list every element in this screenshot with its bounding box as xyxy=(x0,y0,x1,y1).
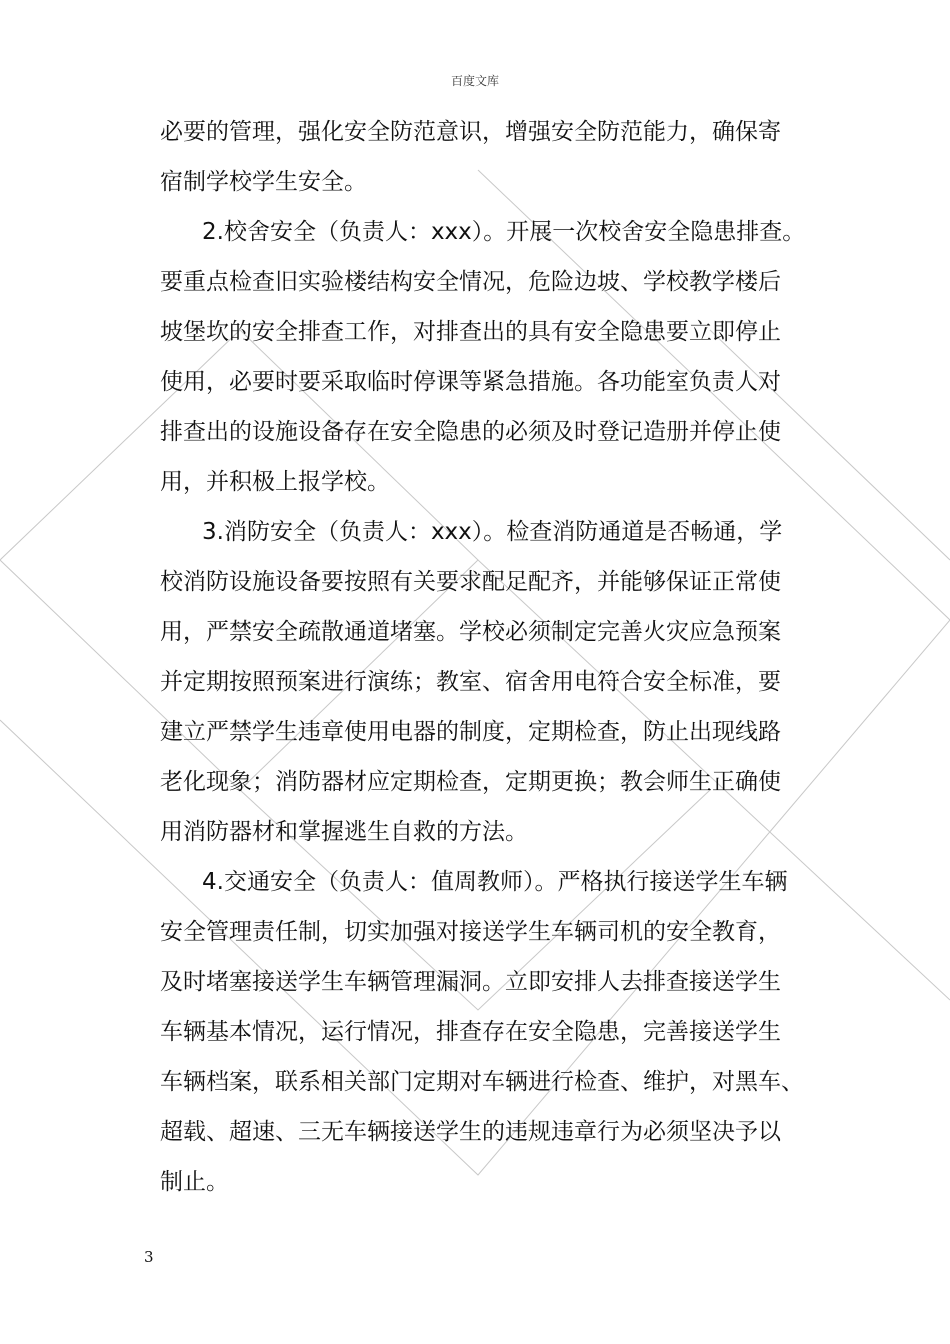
text-line: 使用，必要时要采取临时停课等紧急措施。各功能室负责人对 xyxy=(160,369,781,395)
text-line: 要重点检查旧实验楼结构安全情况，危险边坡、学校教学楼后 xyxy=(160,269,781,295)
body-text xyxy=(160,107,812,1207)
text-line: 建立严禁学生违章使用电器的制度，定期检查，防止出现线路 xyxy=(160,719,781,745)
text-line: 安全管理责任制，切实加强对接送学生车辆司机的安全教育， xyxy=(160,919,781,945)
text-line: 4.交通安全（负责人：值周教师）。严格执行接送学生车辆 xyxy=(202,869,788,895)
text-line: 校消防设施设备要按照有关要求配足配齐，并能够保证正常使 xyxy=(160,569,781,595)
text-line: 坡堡坎的安全排查工作，对排查出的具有安全隐患要立即停止 xyxy=(160,319,781,345)
text-line: 2.校舍安全（负责人：xxx）。开展一次校舍安全隐患排查。 xyxy=(202,219,806,245)
text-line: 并定期按照预案进行演练；教室、宿舍用电符合安全标准，要 xyxy=(160,669,781,695)
text-line: 车辆基本情况，运行情况，排查存在安全隐患，完善接送学生 xyxy=(160,1019,781,1045)
page-number: 3 xyxy=(144,1248,154,1266)
text-line: 必要的管理，强化安全防范意识，增强安全防范能力，确保寄 xyxy=(160,119,781,145)
text-line: 排查出的设施设备存在安全隐患的必须及时登记造册并停止使 xyxy=(160,419,781,445)
text-line: 老化现象；消防器材应定期检查，定期更换；教会师生正确使 xyxy=(160,769,781,795)
text-line: 制止。 xyxy=(160,1169,229,1195)
text-line: 宿制学校学生安全。 xyxy=(160,169,367,195)
text-line: 及时堵塞接送学生车辆管理漏洞。立即安排人去排查接送学生 xyxy=(160,969,781,995)
text-line: 用消防器材和掌握逃生自救的方法。 xyxy=(160,819,528,845)
text-line: 3.消防安全（负责人：xxx）。检查消防通道是否畅通，学 xyxy=(202,519,783,545)
text-line: 超载、超速、三无车辆接送学生的违规违章行为必须坚决予以 xyxy=(160,1119,781,1145)
text-line: 用，严禁安全疏散通道堵塞。学校必须制定完善火灾应急预案 xyxy=(160,619,781,645)
text-line: 车辆档案，联系相关部门定期对车辆进行检查、维护，对黑车、 xyxy=(160,1069,804,1095)
text-line: 用，并积极上报学校。 xyxy=(160,469,390,495)
page-header: 百度文库 xyxy=(450,74,499,88)
